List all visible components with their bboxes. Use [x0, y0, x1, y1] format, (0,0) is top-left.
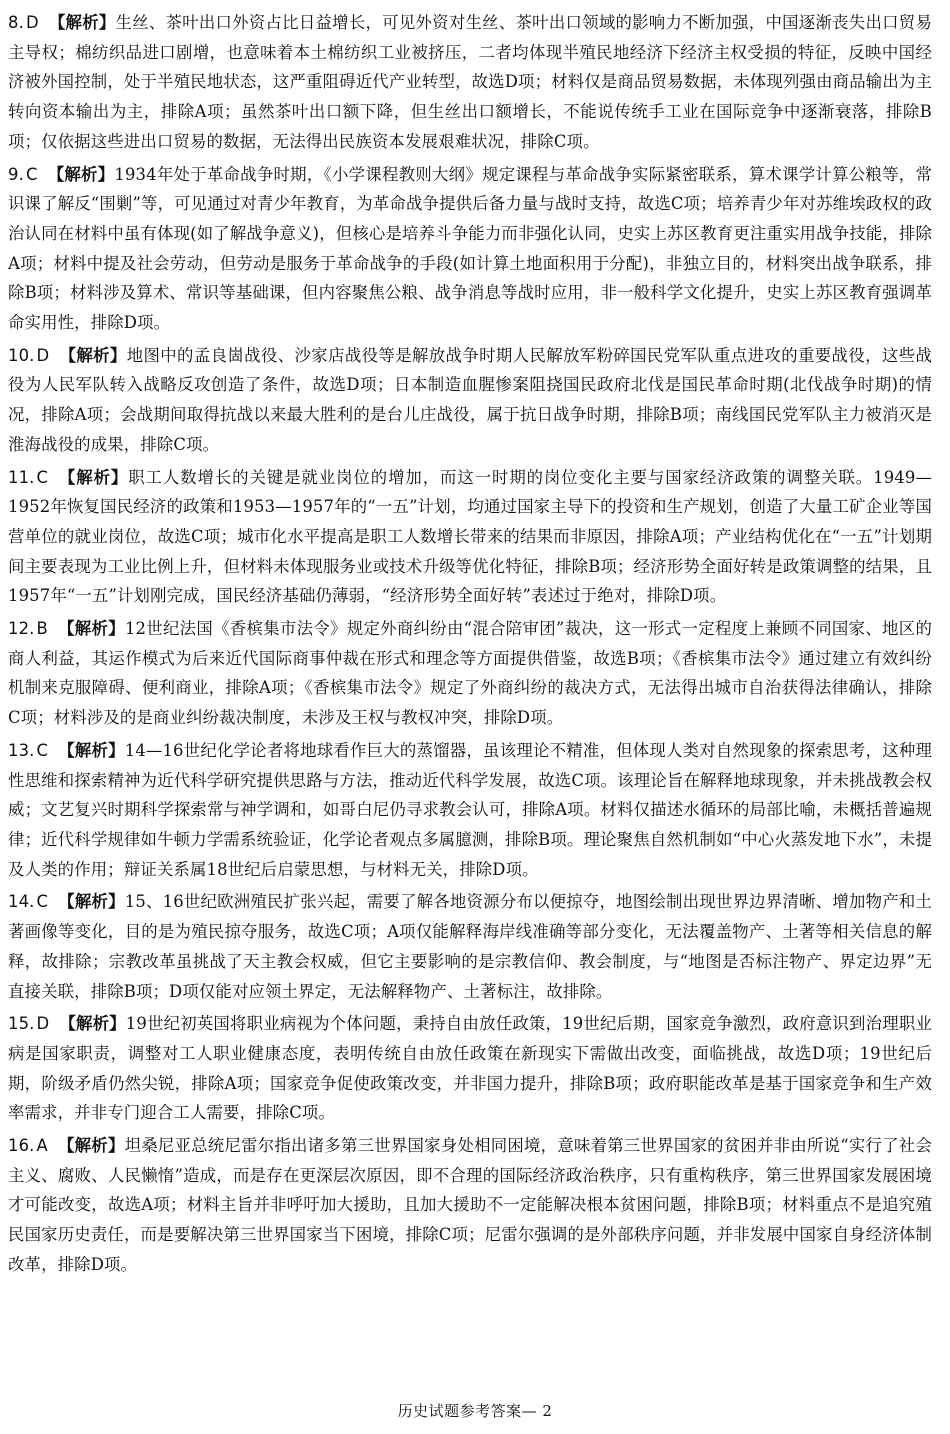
analysis-tag: 【解析】	[58, 892, 125, 912]
page-footer: 历史试题参考答案— 2	[397, 1402, 553, 1420]
item-answer: B	[36, 619, 48, 639]
item-answer: D	[25, 13, 39, 32]
answer-item-10	[8, 341, 932, 460]
answer-item-16	[8, 1131, 932, 1280]
analysis-text: 14—16世纪化学论者将地球看作巨大的蒸馏器，虽该理论不精准，但体现人类对自然现象的探索思考，这种理性思维和探索精神为近代科学研究提供思路与方法，推动近代科学发展，故选C项。该理论旨在解释地球现象，并未挑战教会权威；文艺复兴时期科学探索常与神学调和，如哥白尼仍寻求教会认可，排除A项。材料仅描述水循环的局部比喻，未概括普遍规律；近代科学规律如牛顿力学需系统验证，化学论者观点多属臆测，排除B项。理论聚焦自然机制如“中心火蒸发地下水”，未提及人类的作用；辩证关系属18世纪后启蒙思想，与材料无关，排除D项。	[8, 740, 932, 879]
item-answer: C	[36, 892, 49, 912]
item-answer: C	[36, 467, 49, 487]
item-number: 8.	[8, 13, 24, 32]
analysis-tag: 【解析】	[59, 1014, 126, 1034]
answer-item-8	[8, 8, 932, 157]
answer-item-14	[8, 887, 932, 1006]
answer-item-15	[8, 1009, 932, 1128]
item-number: 10.	[8, 345, 35, 365]
answer-item-11	[8, 463, 932, 612]
analysis-tag: 【解析】	[48, 13, 116, 32]
item-answer: D	[36, 1014, 50, 1034]
answer-item-13	[8, 736, 932, 885]
analysis-tag: 【解析】	[58, 740, 125, 760]
item-number: 15.	[8, 1014, 35, 1034]
answer-item-9	[8, 160, 932, 338]
analysis-tag: 【解析】	[47, 164, 115, 184]
item-number: 14.	[8, 892, 35, 912]
item-answer: C	[36, 740, 49, 760]
item-answer: A	[36, 1136, 48, 1156]
analysis-text: 生丝、茶叶出口外资占比日益增长，可见外资对生丝、茶叶出口领域的影响力不断加强，中国逐渐丧失出口贸易主导权；棉纺织品进口剧增，也意味着本土棉纺织工业被挤压，二者均体现半殖民地经济下经济主权受损的特征，反映中国经济被外国控制，处于半殖民地状态，这严重阻碍近代产业转型，故选D项；材料仅是商品贸易数据，未体现列强由商品输出为主转向资本输出为主，排除A项；虽然茶叶出口额下降，但生丝出口额增长，不能说传统手工业在国际竞争中逐渐衰落，排除B项；仅依据这些进出口贸易的数据，无法得出民族资本发展艰难状况，排除C项。	[8, 13, 932, 151]
analysis-text: 坦桑尼亚总统尼雷尔指出诸多第三世界国家身处相同困境，意味着第三世界国家的贫困并非由所说“实行了社会主义、腐败、人民懒惰”造成，而是存在更深层次原因，即不合理的国际经济政治秩序，只有重构秩序，第三世界国家发展困境才可能改变，故选A项；材料主旨并非呼吁加大援助，且加大援助不一定能解决根本贫困问题，排除B项；材料重点不是追究殖民国家历史责任，而是要解决第三世界国家当下困境，排除C项；尼雷尔强调的是外部秩序问题，并非发展中国家自身经济体制改革，排除D项。	[8, 1136, 932, 1274]
item-number: 16.	[8, 1136, 35, 1156]
item-number: 9.	[8, 164, 24, 184]
analysis-text: 15、16世纪欧洲殖民扩张兴起，需要了解各地资源分布以便掠夺，地图绘制出现世界边界清晰、增加物产和土著画像等变化，目的是为殖民掠夺服务，故选C项；A项仅能解释海岸线准确等部分变化，无法覆盖物产、土著等相关信息的解释，故排除；宗教改革虽挑战了天主教会权威，但它主要影响的是宗教信仰、教会制度，与“地图是否标注物产、界定边界”无直接关联，排除B项；D项仅能对应领土界定，无法解释物产、土著标注，故排除。	[8, 892, 932, 1001]
item-number: 11.	[8, 467, 35, 487]
answer-item-12	[8, 614, 932, 733]
analysis-text: 职工人数增长的关键是就业岗位的增加，而这一时期的岗位变化主要与国家经济政策的调整关联。1949—1952年恢复国民经济的政策和1953—1957年的“一五”计划，均通过国家主导下的投资和生产规划，创造了大量工矿企业等国营单位的就业岗位，故选C项；城市化水平提高是职工人数增长带来的结果而非原因，排除A项；产业结构优化在“一五”计划期间主要表现为工业比例上升，但材料未体现服务业或技术升级等优化特征，排除B项；经济形势全面好转是政策调整的结果，且1957年“一五”计划刚完成，国民经济基础仍薄弱，“经济形势全面好转”表述过于绝对，排除D项。	[8, 467, 932, 606]
analysis-text: 1934年处于革命战争时期，《小学课程教则大纲》规定课程与革命战争实际紧密联系，算术课学计算公粮等，常识课了解反“围剿”等，可见通过对青少年教育，为革命战争提供后备力量与战时支持，故选C项；培养青少年对苏维埃政权的政治认同在材料中虽有体现(如了解战争意义)，但核心是培养斗争能力而非强化认同，史实上苏区教育更注重实用战争技能，排除A项；材料中提及社会劳动，但劳动是服务于革命战争的手段(如计算土地面积用于分配)，非独立目的，材料突出战争联系，排除B项；材料涉及算术、常识等基础课，但内容聚焦公粮、战争消息等战时应用，非一般科学文化提升，史实上苏区教育强调革命实用性，排除D项。	[8, 164, 932, 333]
item-number: 13.	[8, 740, 35, 760]
analysis-text: 19世纪初英国将职业病视为个体问题，秉持自由放任政策，19世纪后期，国家竞争激烈，政府意识到治理职业病是国家职责，调整对工人职业健康态度，表明传统自由放任政策在新现实下需做出改变，面临挑战，故选D项；19世纪后期，阶级矛盾仍然尖锐，排除A项；国家竞争促使政策改变，并非国力提升，排除B项；政府职能改革是基于国家竞争和生产效率需求，并非专门迎合工人需要，排除C项。	[8, 1014, 932, 1123]
item-answer: D	[36, 345, 50, 365]
analysis-tag: 【解析】	[57, 1136, 125, 1156]
analysis-tag: 【解析】	[59, 345, 127, 365]
analysis-text: 地图中的孟良崮战役、沙家店战役等是解放战争时期人民解放军粉碎国民党军队重点进攻的重要战役，这些战役为人民军队转入战略反攻创造了条件，故选D项；日本制造血腥惨案阻挠国民政府北伐是国民革命时期(北伐战争时期)的情况，排除A项；会战期间取得抗战以来最大胜利的是台儿庄战役，属于抗日战争时期，排除B项；南线国民党军队主力被消灭是淮海战役的成果，排除C项。	[8, 345, 932, 454]
item-answer: C	[25, 164, 38, 184]
analysis-tag: 【解析】	[58, 467, 129, 487]
item-number: 12.	[8, 619, 35, 639]
analysis-text: 12世纪法国《香槟集市法令》规定外商纠纷由“混合陪审团”裁决，这一形式一定程度上兼顾不同国家、地区的商人利益，其运作模式为后来近代国际商事仲裁在形式和理念等方面提供借鉴，故选B项；《香槟集市法令》通过建立有效纠纷机制来克服障碍、便利商业，排除A项；《香槟集市法令》规定了外商纠纷的裁决方式，无法得出城市自治获得法律确认，排除C项；材料涉及的是商业纠纷裁决制度，未涉及王权与教权冲突，排除D项。	[8, 619, 932, 728]
analysis-tag: 【解析】	[57, 619, 125, 639]
